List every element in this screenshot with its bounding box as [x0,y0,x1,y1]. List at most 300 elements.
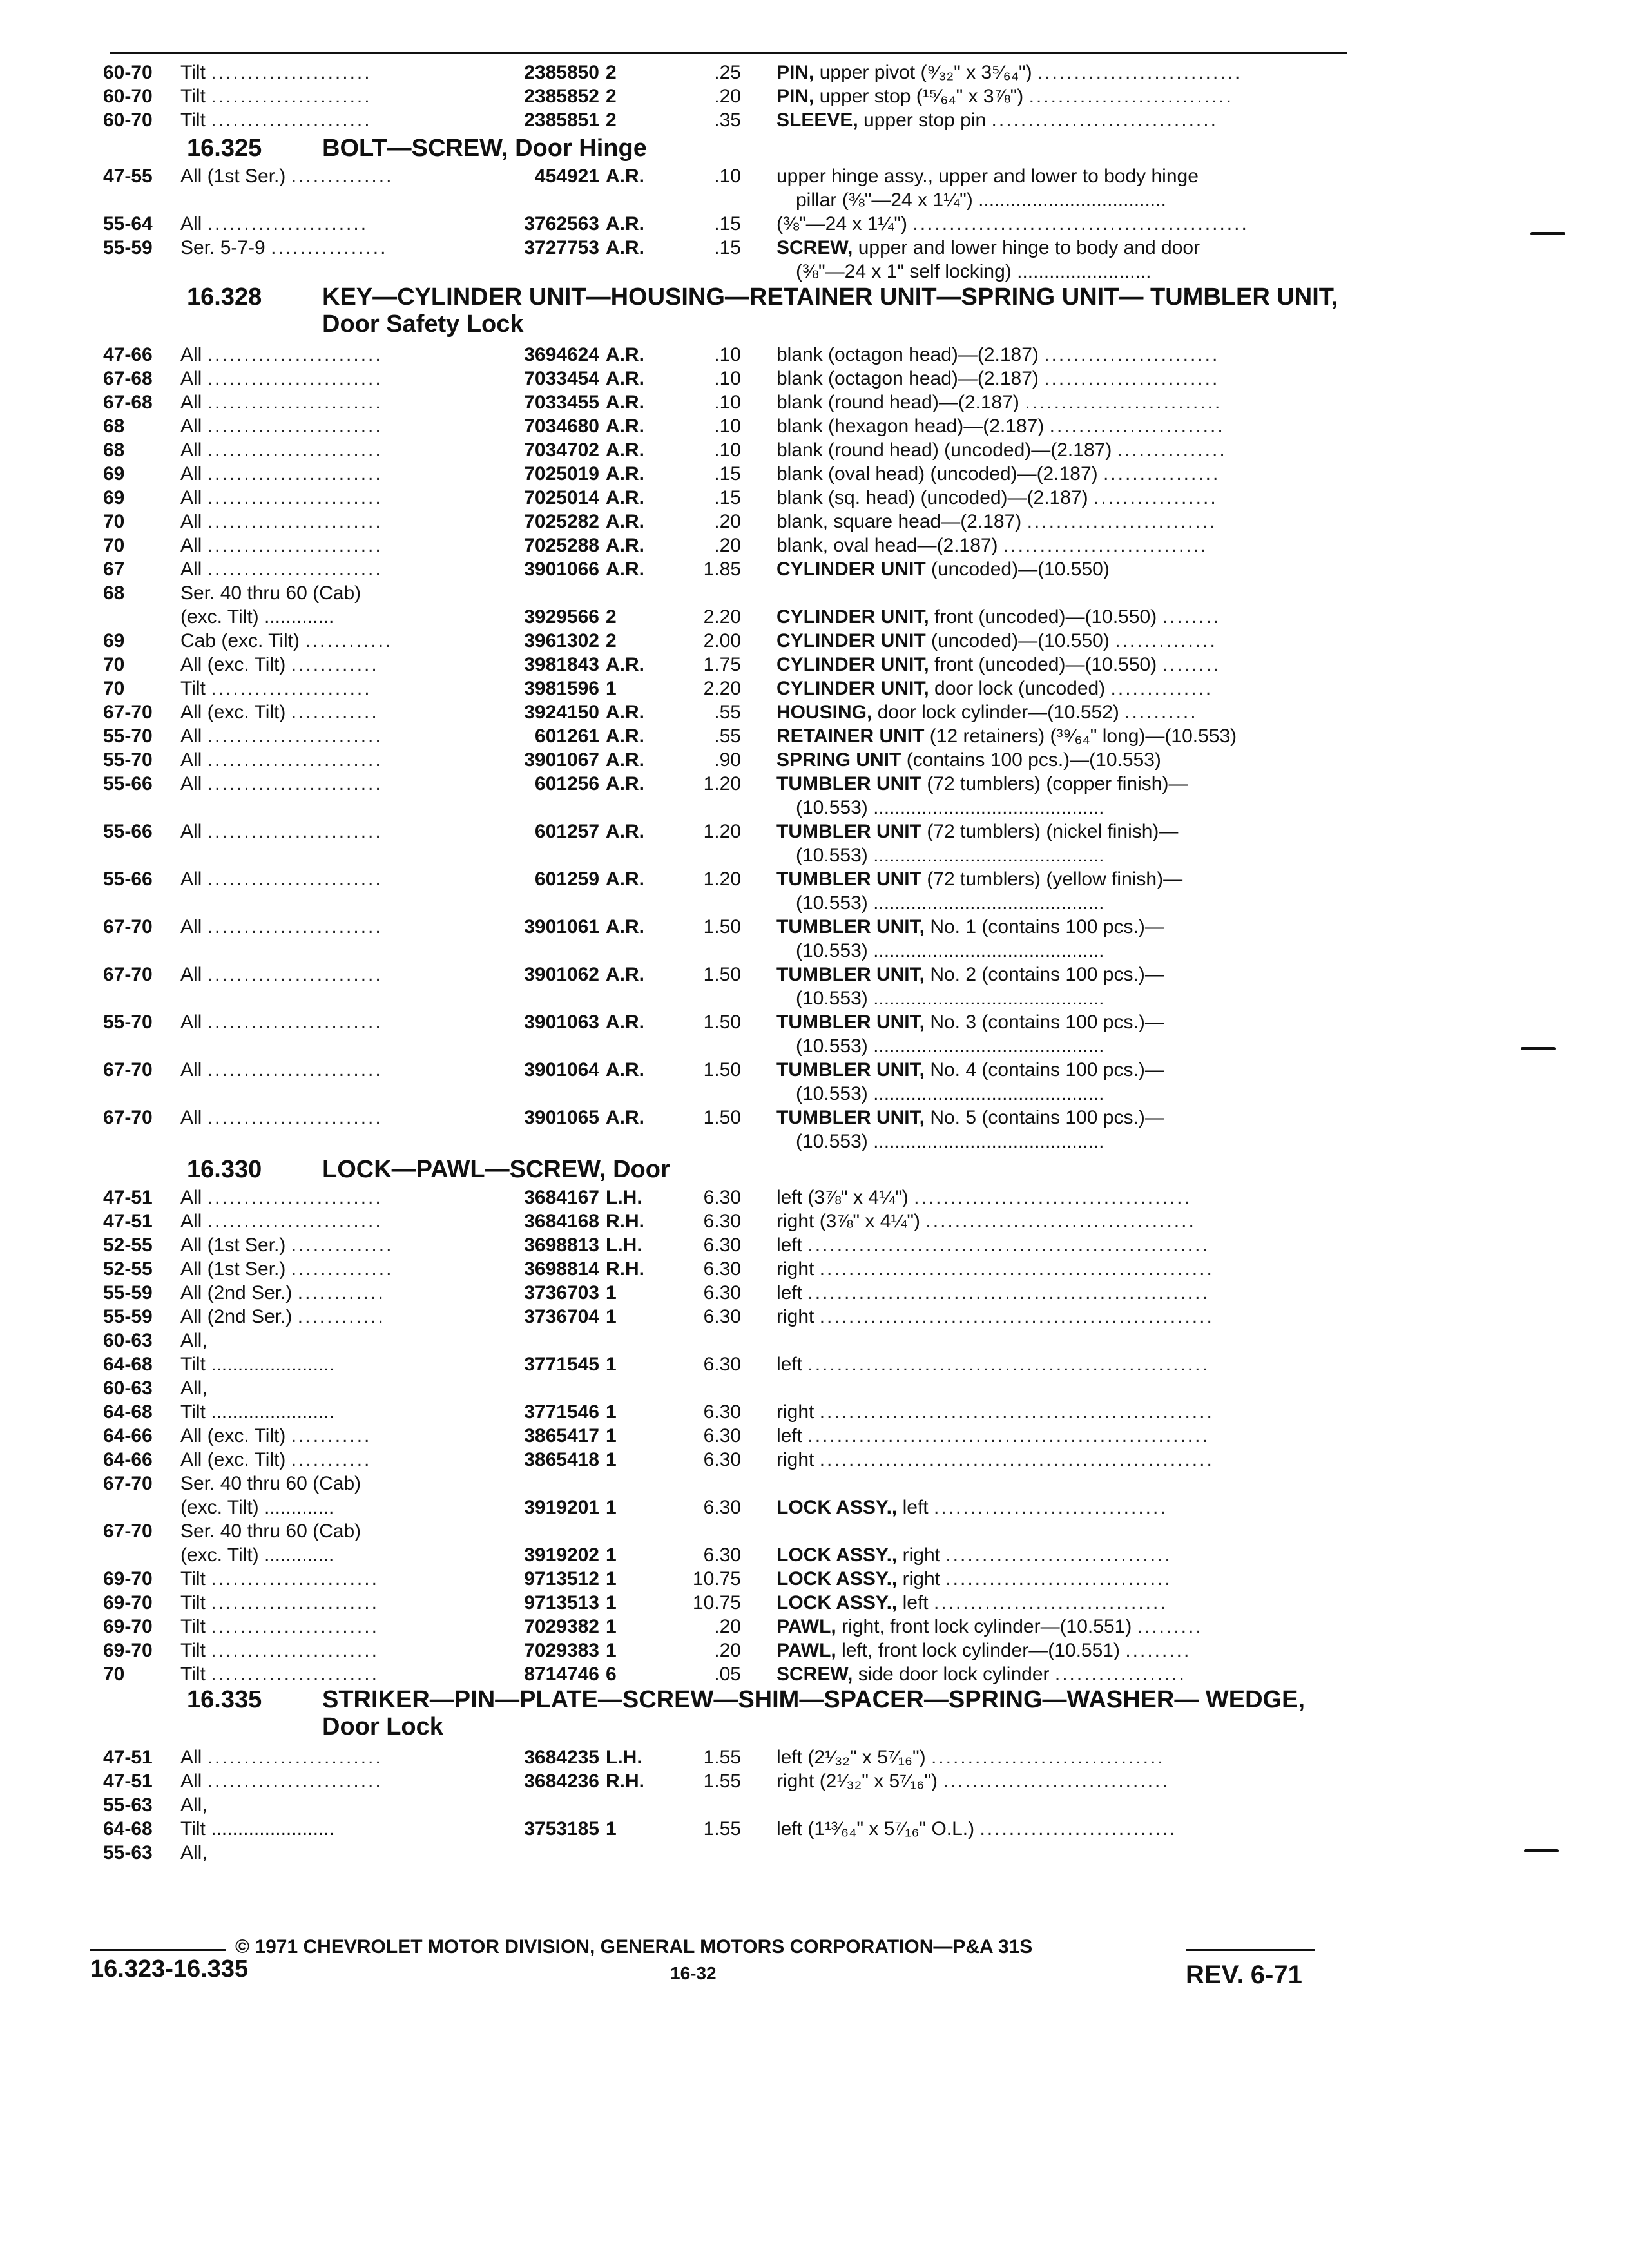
application [180,1233,464,1257]
quantity: A.R. [606,821,644,842]
model-years: 55-59 [103,237,153,258]
description-text: front (uncoded)—(10.550) [929,654,1157,675]
price: 1.20 [703,773,741,794]
leader-dots: .......................... [1027,511,1217,532]
description [776,1543,1356,1567]
description [776,390,1356,414]
leader-dots: ........................ [1044,368,1220,389]
quantity: 1 [606,1306,617,1327]
application [180,653,464,677]
description [776,557,1356,581]
section-number: 16.330 [187,1156,262,1183]
application [180,1257,464,1281]
leader-dots: .............. [291,1258,394,1280]
description-line-2 [796,1034,1356,1058]
part-number: 3919201 [524,1497,599,1518]
model-years: 70 [103,654,125,675]
application [180,533,464,557]
description-text: blank (round head)—(2.187) [776,392,1019,413]
description [776,212,1356,236]
leader-dots: ........................ [1049,416,1225,437]
price: 6.30 [703,1258,741,1280]
model-years: 69-70 [103,1568,153,1590]
description-text-2: pillar (⅜"—24 x 1¼") [796,189,973,211]
application [180,462,464,486]
price: .55 [714,726,741,747]
application-text: All (1st Ser.) [180,166,286,187]
price: .10 [714,439,741,461]
leader-dots: ..................................... [925,1211,1196,1232]
model-years: 67-70 [103,702,153,723]
description [776,84,1356,108]
application [180,1567,464,1591]
leader-dots: ....................... [211,1616,379,1637]
description [776,367,1356,390]
section-heading [103,284,1353,343]
price: .25 [714,62,741,83]
model-years: 67-68 [103,392,153,413]
table-row [103,108,1353,132]
model-years: 68 [103,582,125,604]
leader-dots: ....................................................... [807,1354,1210,1375]
model-years: 47-55 [103,166,153,187]
leader-dots: .............................................. [912,213,1249,235]
part-number: 3865417 [524,1425,599,1446]
price: .10 [714,416,741,437]
quantity: A.R. [606,869,644,890]
quantity: A.R. [606,1012,644,1033]
part-number: 3901064 [524,1059,599,1081]
section-heading [103,1686,1353,1745]
description-text: No. 2 (contains 100 pcs.)— [924,964,1164,985]
price: 1.50 [703,916,741,937]
description-bold: CYLINDER UNIT [776,630,926,651]
leader-dots: ........... [291,1449,372,1470]
quantity: 1 [606,678,617,699]
description-text: blank (sq. head) (uncoded)—(2.187) [776,487,1088,508]
description [776,438,1356,462]
price: 6.30 [703,1449,741,1470]
leader-dots: ......... [1137,1616,1203,1637]
application-text: All, [180,1330,207,1351]
application-text-2: Tilt [180,1401,206,1423]
description-text: (uncoded)—(10.550) [925,559,1110,580]
part-number: 3924150 [524,702,599,723]
model-years: 55-66 [103,869,153,890]
price: 6.30 [703,1354,741,1375]
application-text: All [180,916,202,937]
description-bold: TUMBLER UNIT, [776,1059,925,1081]
description [776,1817,1356,1841]
part-number: 3961302 [524,630,599,651]
application [180,486,464,510]
application [180,1472,464,1495]
application [180,367,464,390]
leader-dots: ............................ [1037,62,1242,83]
description [776,867,1356,891]
model-years-2: 64-68 [103,1354,153,1375]
price: 6.30 [703,1497,741,1518]
description-bold: CYLINDER UNIT, [776,678,929,699]
application [180,677,464,700]
description [776,1400,1356,1424]
leader-dots: ........................ [207,1059,383,1081]
description [776,108,1356,132]
table-row [103,1281,1353,1305]
description-text: right [776,1258,815,1280]
application [180,748,464,772]
description-bold: PAWL, [776,1616,836,1637]
description-text: (uncoded)—(10.550) [925,630,1110,651]
leader-dots: ........................................... [873,797,1104,818]
price: 6.30 [703,1401,741,1423]
part-number: 2385852 [524,86,599,107]
part-number: 3771546 [524,1401,599,1423]
table-row [103,581,1353,629]
table-row [103,1329,1353,1376]
model-years: 55-70 [103,726,153,747]
price: .20 [714,535,741,556]
application-text: All [180,821,202,842]
price: 1.55 [703,1818,741,1840]
leader-dots: ....................... [211,1592,379,1613]
table-row [103,462,1353,486]
model-years: 47-51 [103,1771,153,1792]
description-bold: SCREW, [776,1664,853,1685]
section-title: LOCK—PAWL—SCREW, Door [322,1156,670,1183]
model-years: 55-66 [103,821,153,842]
description-text: right (3⅞" x 4¼") [776,1211,921,1232]
section-number: 16.335 [187,1686,262,1713]
section-number: 16.328 [187,284,262,311]
leader-dots: ...................................................... [819,1306,1214,1327]
part-number: 601261 [534,726,599,747]
price: 6.30 [703,1544,741,1566]
application-text: All [180,559,202,580]
description-text: upper pivot (⁹⁄₃₂" x 3⁵⁄₆₄") [814,62,1032,83]
description [776,653,1356,677]
price: 6.30 [703,1187,741,1208]
section-number: 16.325 [187,135,262,162]
model-years: 69 [103,463,125,485]
quantity: R.H. [606,1211,644,1232]
leader-dots: ........................ [207,439,383,461]
description [776,677,1356,700]
leader-dots: ....................... [211,1640,379,1661]
description-text: right [897,1544,940,1566]
description-text-2: (10.553) [796,1131,868,1152]
table-row [103,1186,1353,1209]
model-years: 67-70 [103,916,153,937]
table-row [103,915,1353,963]
application-text: Ser. 40 thru 60 (Cab) [180,582,361,604]
price: .10 [714,368,741,389]
description-line-2 [796,1129,1356,1153]
description-text: right [776,1306,815,1327]
description [776,748,1356,772]
price: .55 [714,702,741,723]
description [776,1281,1356,1305]
description [776,724,1356,748]
footer-rule-right [1186,1949,1315,1951]
application-text: All (2nd Ser.) [180,1282,293,1303]
quantity: L.H. [606,1187,642,1208]
part-number: 3929566 [524,606,599,628]
part-number: 7033454 [524,368,599,389]
leader-dots: ........................ [207,1187,383,1208]
application-text: All [180,1211,202,1232]
description-text: right [897,1568,940,1590]
quantity: A.R. [606,392,644,413]
description-text: blank, oval head—(2.187) [776,535,998,556]
table-row [103,486,1353,510]
description [776,533,1356,557]
description [776,236,1356,260]
application [180,1639,464,1662]
description [776,1567,1356,1591]
quantity: A.R. [606,344,644,365]
price: 2.00 [703,630,741,651]
model-years: 60-63 [103,1330,153,1351]
description-text-2: (10.553) [796,1035,868,1057]
model-years: 67-70 [103,1521,153,1542]
leader-dots: .............. [291,166,394,187]
part-number: 3694624 [524,344,599,365]
application-text: Tilt [180,1568,206,1590]
leader-dots: ........................................... [873,1035,1104,1057]
part-number: 3901065 [524,1107,599,1128]
table-row [103,1058,1353,1106]
part-number: 3684236 [524,1771,599,1792]
application [180,84,464,108]
description-text: side door lock cylinder [853,1664,1050,1685]
description-text: (72 tumblers) (copper finish)— [921,773,1188,794]
application-text: All [180,1107,202,1128]
application-text: All [180,439,202,461]
application-text: Ser. 40 thru 60 (Cab) [180,1473,361,1494]
description-line-2 [796,891,1356,915]
leader-dots: ........................................... [873,1131,1104,1152]
leader-dots: ........................ [207,1771,383,1792]
application [180,1793,464,1817]
application [180,1106,464,1129]
application [180,1591,464,1615]
description [776,486,1356,510]
table-row [103,1257,1353,1281]
description-text: left [897,1497,929,1518]
description [776,510,1356,533]
leader-dots: ........... [291,1425,372,1446]
quantity: A.R. [606,1107,644,1128]
application [180,820,464,843]
table-row [103,1472,1353,1519]
part-number: 3698814 [524,1258,599,1280]
model-years: 69-70 [103,1616,153,1637]
part-number: 3684168 [524,1211,599,1232]
leader-dots: ............................... [945,1544,1172,1566]
application [180,343,464,367]
application [180,1186,464,1209]
quantity: A.R. [606,773,644,794]
leader-dots: ......... [1125,1640,1191,1661]
description-bold: TUMBLER UNIT, [776,916,925,937]
application [180,1424,464,1448]
application [180,1281,464,1305]
application [180,772,464,796]
description [776,1769,1356,1793]
application-text-2: Tilt [180,1354,206,1375]
model-years: 70 [103,511,125,532]
table-row [103,84,1353,108]
leader-dots: ........................ [207,749,383,771]
table-row [103,510,1353,533]
application-line-2 [180,1817,464,1841]
table-row [103,1209,1353,1233]
application [180,1305,464,1329]
model-years: 67-70 [103,964,153,985]
part-number: 3901067 [524,749,599,771]
description-text-2: (10.553) [796,892,868,914]
description-line-2 [796,796,1356,820]
description-text-2: (10.553) [796,988,868,1009]
description-text: left (1¹³⁄₆₄" x 5⁷⁄₁₆" O.L.) [776,1818,975,1840]
description-bold: TUMBLER UNIT, [776,964,925,985]
application-text: All [180,964,202,985]
quantity: 1 [606,1544,617,1566]
table-row [103,414,1353,438]
description-text-2: (10.553) [796,845,868,866]
table-row [103,748,1353,772]
leader-dots: ........................ [207,1012,383,1033]
description-bold: LOCK ASSY., [776,1592,898,1613]
description-bold: SLEEVE, [776,110,858,131]
price: 1.75 [703,654,741,675]
leader-dots: ...................... [211,110,372,131]
part-number: 3901063 [524,1012,599,1033]
leader-dots: ................ [271,237,388,258]
model-years: 67 [103,559,125,580]
application-text: All (2nd Ser.) [180,1306,293,1327]
part-number: 3919202 [524,1544,599,1566]
price: 1.50 [703,964,741,985]
part-number: 454921 [534,166,599,187]
leader-dots: ........................ [207,535,383,556]
quantity: A.R. [606,964,644,985]
description-text: right (2¹⁄₃₂" x 5⁷⁄₁₆") [776,1771,938,1792]
application [180,414,464,438]
part-number: 3981843 [524,654,599,675]
quantity: A.R. [606,463,644,485]
model-years: 55-63 [103,1842,153,1863]
model-years: 67-70 [103,1107,153,1128]
price: 6.30 [703,1282,741,1303]
description-text: door lock cylinder—(10.552) [872,702,1119,723]
application [180,867,464,891]
quantity: 1 [606,1401,617,1423]
quantity: 2 [606,606,617,628]
description-text: upper stop (¹⁵⁄₆₄" x 3⅞") [814,86,1024,107]
description [776,1209,1356,1233]
description-bold: CYLINDER UNIT, [776,606,929,628]
price: 6.30 [703,1425,741,1446]
section-title: BOLT—SCREW, Door Hinge [322,135,647,162]
description-text: left [897,1592,929,1613]
description [776,1233,1356,1257]
part-number: 7034702 [524,439,599,461]
model-years: 69 [103,487,125,508]
model-years: 69 [103,630,125,651]
description-text: No. 4 (contains 100 pcs.)— [924,1059,1164,1081]
part-number: 7029383 [524,1640,599,1661]
model-years: 68 [103,439,125,461]
model-years: 67-70 [103,1059,153,1081]
application-line-2 [180,1400,464,1424]
model-years: 64-66 [103,1449,153,1470]
application [180,629,464,653]
application-text: Tilt [180,86,206,107]
application [180,1329,464,1352]
application-text: Cab (exc. Tilt) [180,630,300,651]
application [180,1448,464,1472]
table-row [103,1448,1353,1472]
section-title: STRIKER—PIN—PLATE—SCREW—SHIM—SPACER—SPRING—WASHER— WEDGE, Door Lock [322,1686,1306,1740]
description-text: left (2¹⁄₃₂" x 5⁷⁄₁₆") [776,1747,926,1768]
description-bold: HOUSING, [776,702,872,723]
description-line-2 [796,939,1356,963]
description [776,1495,1356,1519]
application [180,438,464,462]
leader-dots: ........................ [207,1747,383,1768]
description-bold: PIN, [776,86,815,107]
leader-dots: ....................................................... [807,1425,1210,1446]
section-heading [103,1153,1353,1186]
application [180,236,464,260]
leader-dots: ...................... [211,86,372,107]
price: .15 [714,463,741,485]
quantity: A.R. [606,439,644,461]
application-text: Tilt [180,62,206,83]
part-number: 601256 [534,773,599,794]
application-text: Tilt [180,1640,206,1661]
description [776,164,1356,188]
application [180,700,464,724]
description [776,1186,1356,1209]
part-number: 3684235 [524,1747,599,1768]
table-row [103,772,1353,820]
description-text: No. 1 (contains 100 pcs.)— [924,916,1164,937]
application-text: All [180,1187,202,1208]
description-text: front (uncoded)—(10.550) [929,606,1157,628]
part-number: 3901061 [524,916,599,937]
leader-dots: ................................ [933,1592,1168,1613]
leader-dots: ................................ [930,1747,1165,1768]
part-number: 3684167 [524,1187,599,1208]
application [180,1769,464,1793]
model-years: 69-70 [103,1640,153,1661]
application [180,557,464,581]
application-text: All (exc. Tilt) [180,1449,286,1470]
leader-dots: ....................................................... [807,1282,1210,1303]
part-number: 9713513 [524,1592,599,1613]
leader-dots: ............... [1117,439,1227,461]
quantity: 2 [606,86,617,107]
application [180,1745,464,1769]
part-number: 7033455 [524,392,599,413]
application-text: All [180,773,202,794]
description-bold: TUMBLER UNIT [776,773,921,794]
description-text: right [776,1449,815,1470]
application-line-2 [180,1543,464,1567]
